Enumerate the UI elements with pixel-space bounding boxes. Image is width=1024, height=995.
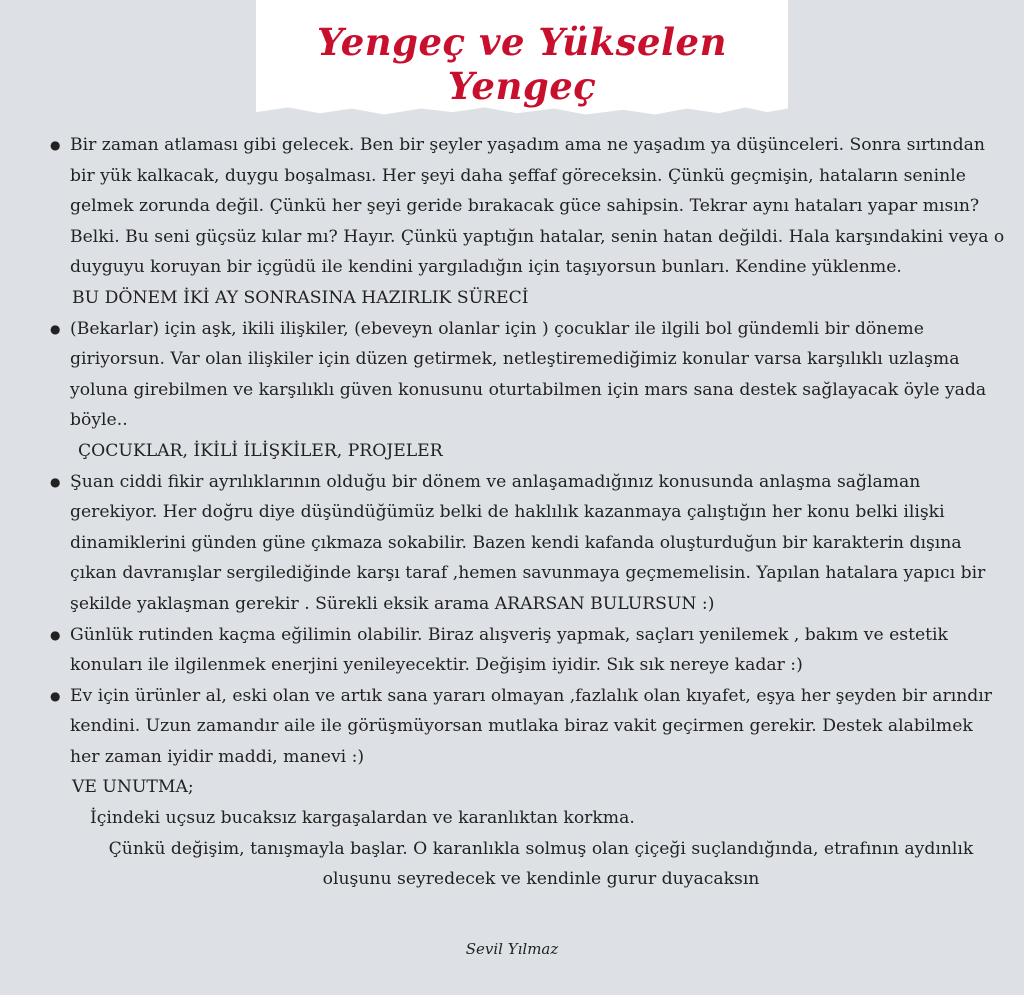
bullet-paragraph: ● (Bekarlar) için aşk, ikili ilişkiler, (ebeveyn olanlar için ) çocuklar ile ilgili bol gündemli bir döneme giriyorsun. Var olan ilişkiler için düzen getirmek, netleştiremediğimiz konular varsa karşılıklı uzlaşma yoluna girebilmen ve karşılıklı güven konusunu oturtabilmen için mars sana destek sağlayacak öyle yada böyle..	[46, 314, 1006, 436]
bullet-paragraph: ● Bir zaman atlaması gibi gelecek. Ben bir şeyler yaşadım ama ne yaşadım ya düşünceleri. Sonra sırtından bir yük kalkacak, duygu boşalması. Her şeyi daha şeffaf göreceksin. Çünkü geçmişin, hataların seninle gelmek zorunda değil. Çünkü her şeyi geride bırakacak güce sahipsin. Tekrar aynı hataları yapar mısın? Belki. Bu seni güçsüz kılar mı? Hayır. Çünkü yaptığın hatalar, senin hatan değildi. Hala karşındakini veya o duyguyu koruyan bir içgüdü ile kendini yargıladığın için taşıyorsun bunları. Kendine yüklenme.	[46, 130, 1006, 283]
bullet-paragraph: ● Günlük rutinden kaçma eğilimin olabilir. Biraz alışveriş yapmak, saçları yenilemek , bakım ve estetik konuları ile ilgilenmek enerjini yenileyecektir. Değişim iyidir. Sık sık nereye kadar :)	[46, 620, 1006, 681]
section-heading: BU DÖNEM İKİ AY SONRASINA HAZIRLIK SÜRECİ	[72, 287, 529, 308]
bullet-paragraph: ● Şuan ciddi fikir ayrılıklarının olduğu bir dönem ve anlaşamadığınız konusunda anlaşma sağlaman gerekiyor. Her doğru diye düşündüğümüz belki de haklılık kazanmaya çalıştığın her konu belki ilişki dinamiklerini günden güne çıkmaza sokabilir. Bazen kendi kafanda oluşturduğun bir karakterin dışına çıkan davranışlar sergilediğinde karşı taraf ,hemen savunmaya geçmemelisin. Yapılan hatalara yapıcı bir şekilde yaklaşman gerekir . Sürekli eksik arama ARARSAN BULURSUN :)	[46, 467, 1006, 620]
closing-line: İçindeki uçsuz bucaksız kargaşalardan ve karanlıktan korkma.	[90, 808, 635, 829]
bullet-paragraph: ● Ev için ürünler al, eski olan ve artık sana yararı olmayan ,fazlalık olan kıyafet, eşya her şeyden bir arındır kendini. Uzun zamandır aile ile görüşmüyorsan mutlaka biraz vakit geçirmen gerekir. Destek alabilmek her zaman iyidir maddi, manevi :)	[46, 681, 1006, 773]
signature: Sevil Yılmaz	[465, 940, 559, 958]
page-title: Yengeç ve Yükselen Yengeç	[317, 20, 727, 108]
section-heading: VE UNUTMA;	[72, 777, 194, 798]
section-heading: ÇOCUKLAR, İKİLİ İLİŞKİLER, PROJELER	[78, 440, 443, 461]
closing-paragraph: Çünkü değişim, tanışmayla başlar. O karanlıkla solmuş olan çiçeği suçlandığında, etrafının aydınlık oluşunu seyredecek ve kendinle gurur duyacaksın	[108, 838, 974, 890]
article-body	[46, 130, 1006, 895]
